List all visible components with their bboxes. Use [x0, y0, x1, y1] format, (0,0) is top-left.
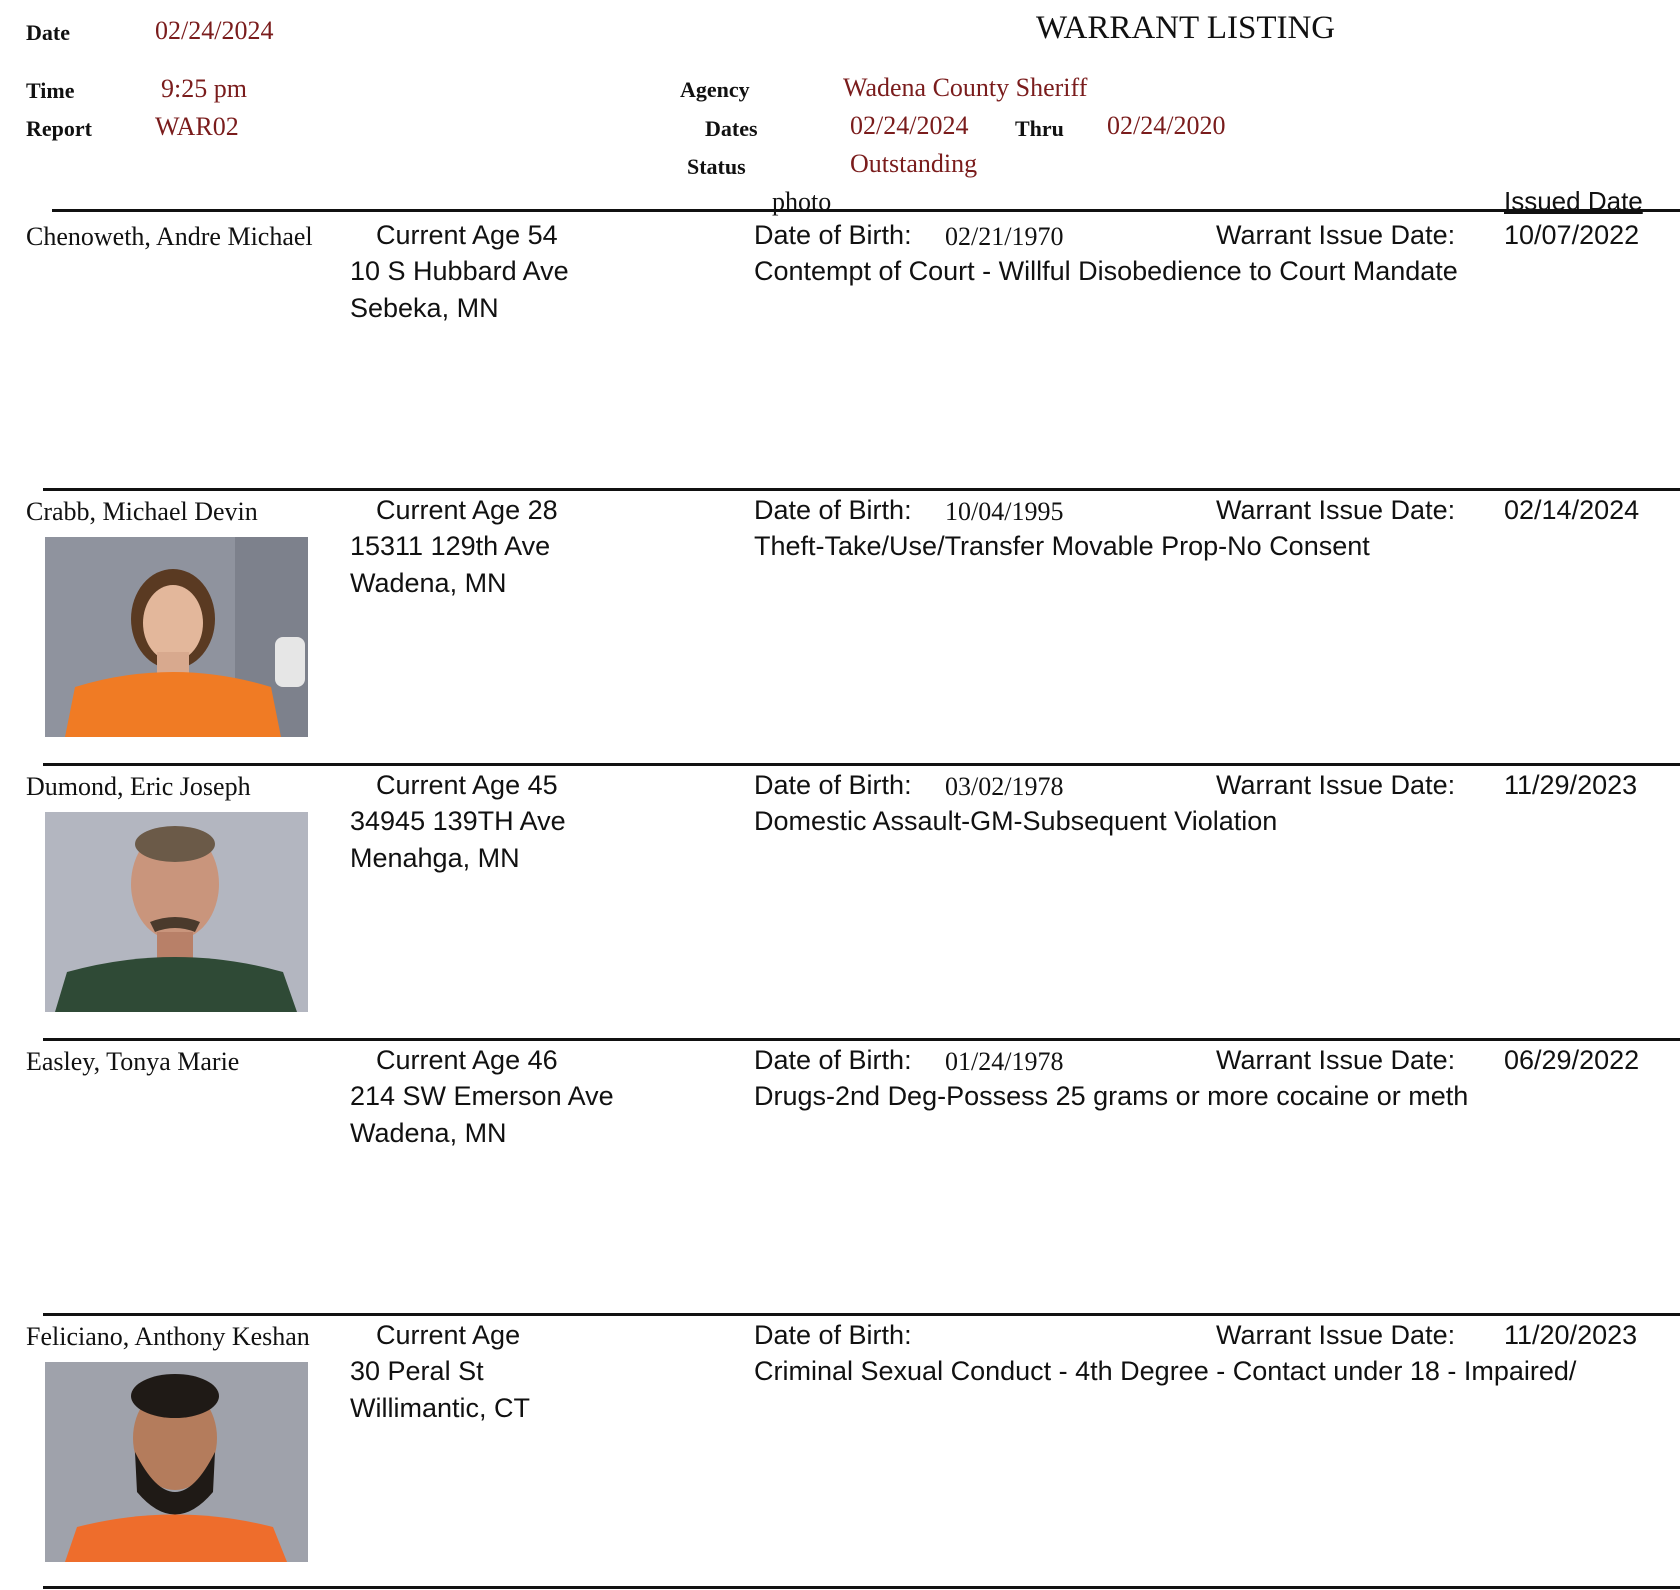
status-value: Outstanding [850, 149, 978, 178]
current-age-value: 28 [527, 495, 558, 525]
dob-label: Date of Birth: [754, 770, 912, 800]
record-name: Crabb, Michael Devin [26, 497, 258, 526]
dob-label: Date of Birth: [754, 1045, 912, 1075]
agency-label: Agency [680, 77, 750, 102]
current-age-value: 54 [527, 220, 558, 250]
record-divider [43, 1038, 1680, 1041]
record-address-line1: 214 SW Emerson Ave [350, 1081, 614, 1111]
record-name: Feliciano, Anthony Keshan [26, 1322, 310, 1351]
warrant-issue-date-value: 06/29/2022 [1504, 1045, 1640, 1075]
dob-label: Date of Birth: [754, 1320, 912, 1350]
record-name: Dumond, Eric Joseph [26, 772, 251, 801]
person-photo-green-shirt-icon [45, 812, 308, 1012]
date-label: Date [26, 20, 70, 45]
warrant-issue-date-label: Warrant Issue Date: [1216, 1045, 1456, 1075]
warrant-issue-date-label: Warrant Issue Date: [1216, 495, 1456, 525]
dob-value: 03/02/1978 [945, 772, 1064, 801]
record-divider [43, 1313, 1680, 1316]
column-header-photo: photo [772, 187, 832, 216]
report-value: WAR02 [155, 112, 239, 141]
time-label: Time [26, 78, 75, 103]
offense-description: Domestic Assault-GM-Subsequent Violation [754, 806, 1278, 836]
current-age-label: Current Age [376, 770, 521, 800]
dates-label: Dates [705, 116, 758, 141]
record-address-line1: 30 Peral St [350, 1356, 484, 1386]
dob-value: 02/21/1970 [945, 222, 1064, 251]
record-address-line1: 15311 129th Ave [350, 531, 551, 561]
warrant-issue-date-value: 11/20/2023 [1504, 1320, 1638, 1350]
record-address-line2: Wadena, MN [350, 568, 507, 598]
person-photo [45, 812, 308, 1012]
offense-description: Theft-Take/Use/Transfer Movable Prop-No Consent [754, 531, 1370, 561]
record-age [376, 1045, 558, 1076]
person-photo-orange-shirt-icon [45, 537, 308, 737]
record-name: Easley, Tonya Marie [26, 1047, 240, 1076]
warrant-issue-date-value: 10/07/2022 [1504, 220, 1640, 250]
page-title: WARRANT LISTING [1036, 10, 1336, 46]
current-age-label: Current Age [376, 1320, 521, 1350]
person-photo [45, 1362, 308, 1562]
header-divider [52, 209, 1680, 212]
offense-description: Drugs-2nd Deg-Possess 25 grams or more cocaine or meth [754, 1081, 1469, 1111]
record-age [376, 770, 558, 801]
record-age [376, 1320, 520, 1351]
record-divider [43, 763, 1680, 766]
warrant-issue-date-label: Warrant Issue Date: [1216, 770, 1456, 800]
record-address-line2: Willimantic, CT [350, 1393, 530, 1423]
offense-description: Contempt of Court - Willful Disobedience to Court Mandate [754, 256, 1458, 286]
report-label: Report [26, 116, 92, 141]
date-value: 02/24/2024 [155, 16, 274, 45]
dob-label: Date of Birth: [754, 220, 912, 250]
current-age-value: 45 [527, 770, 558, 800]
warrant-issue-date-value: 02/14/2024 [1504, 495, 1640, 525]
dob-value: 01/24/1978 [945, 1047, 1064, 1076]
agency-value: Wadena County Sheriff [843, 73, 1088, 102]
current-age-label: Current Age [376, 495, 521, 525]
current-age-value: 46 [527, 1045, 558, 1075]
dates-from-value: 02/24/2024 [850, 111, 969, 140]
current-age-label: Current Age [376, 220, 521, 250]
record-age [376, 220, 558, 251]
warrant-issue-date-label: Warrant Issue Date: [1216, 1320, 1456, 1350]
record-address-line1: 34945 139TH Ave [350, 806, 566, 836]
current-age-label: Current Age [376, 1045, 521, 1075]
warrant-issue-date-label: Warrant Issue Date: [1216, 220, 1456, 250]
person-photo-orange-shirt-beard-icon [45, 1362, 308, 1562]
column-header-issued-date: Issued Date [1504, 186, 1643, 216]
dob-label: Date of Birth: [754, 495, 912, 525]
person-photo [45, 537, 308, 737]
record-divider [43, 488, 1680, 491]
thru-label: Thru [1015, 116, 1064, 141]
record-name: Chenoweth, Andre Michael [26, 222, 313, 251]
dob-value: 10/04/1995 [945, 497, 1064, 526]
status-label: Status [687, 154, 746, 179]
time-value: 9:25 pm [161, 74, 247, 103]
warrant-issue-date-value: 11/29/2023 [1504, 770, 1638, 800]
dates-to-value: 02/24/2020 [1107, 111, 1226, 140]
record-divider [43, 1586, 1680, 1589]
record-age [376, 495, 558, 526]
record-address-line2: Menahga, MN [350, 843, 520, 873]
offense-description: Criminal Sexual Conduct - 4th Degree - Contact under 18 - Impaired/ [754, 1356, 1577, 1386]
record-address-line2: Wadena, MN [350, 1118, 507, 1148]
record-address-line1: 10 S Hubbard Ave [350, 256, 569, 286]
record-address-line2: Sebeka, MN [350, 293, 499, 323]
